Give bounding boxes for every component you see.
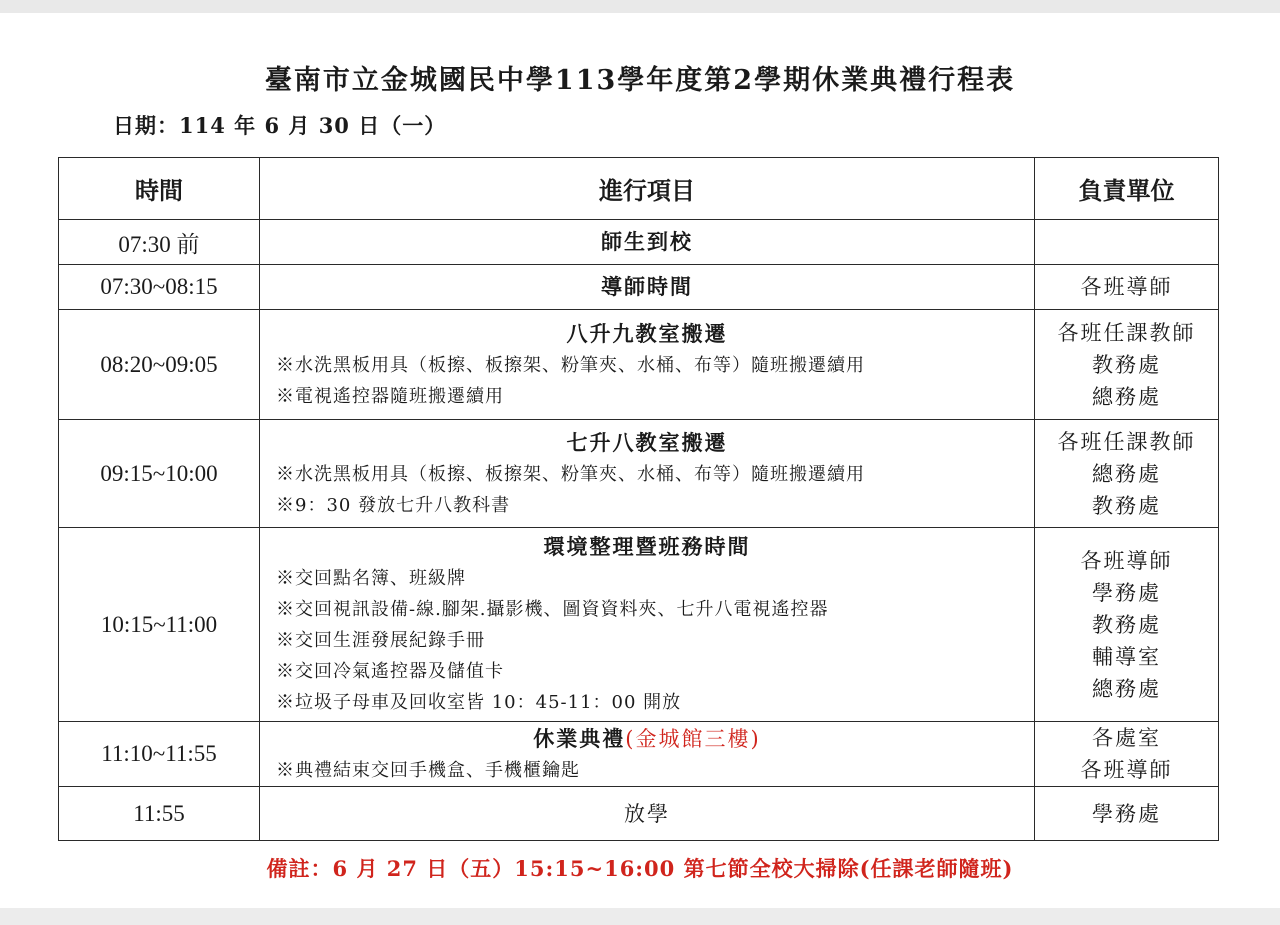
responsible-unit: 教務處 [1092,612,1161,637]
row-item [260,420,1035,528]
row-units [1035,420,1219,528]
item-note: ※水洗黑板用具（板擦、板擦架、粉筆夾、水桶、布等）隨班搬遷續用 [276,463,865,485]
document-date: 日期：114 年 6 月 30 日（一） [113,113,447,138]
table-header-row [59,158,1219,220]
header-unit: 負責單位 [1035,158,1219,220]
schedule-body [59,220,1219,841]
row-time: 09:15~10:00 [59,420,260,528]
row-item [260,528,1035,722]
responsible-unit: 輔導室 [1092,644,1161,669]
row-item [260,265,1035,310]
item-note: ※交回點名簿、班級牌 [276,568,466,589]
item-venue: (金城館三樓) [625,726,761,751]
responsible-unit: 各班任課教師 [1057,320,1196,345]
responsible-unit: 總務處 [1092,461,1161,486]
row-time: 11:55 [59,787,260,841]
top-bar [0,0,1280,13]
row-item [260,310,1035,420]
row-time: 07:30~08:15 [59,265,260,310]
row-units [1035,265,1219,310]
responsible-unit: 總務處 [1092,676,1161,701]
table-row [59,787,1219,841]
row-time: 11:10~11:55 [59,722,260,787]
responsible-unit: 學務處 [1092,580,1161,605]
responsible-unit: 各處室 [1092,726,1161,750]
row-units [1035,220,1219,265]
table-row [59,310,1219,420]
item-note: ※典禮結束交回手機盒、手機櫃鑰匙 [276,759,580,781]
item-note: ※水洗黑板用具（板擦、板擦架、粉筆夾、水桶、布等）隨班搬遷續用 [276,354,865,376]
item-title [260,531,1034,563]
responsible-unit: 各班導師 [1080,548,1173,573]
item-note: ※垃圾子母車及回收室皆 10：45-11：00 開放 [276,692,682,713]
remark-note: 備註：6 月 27 日（五）15:15~16:00 第七節全校大掃除(任課老師隨班) [266,856,1014,881]
header-item: 進行項目 [260,158,1035,220]
item-title-text: 師生到校 [601,229,693,254]
row-item [260,787,1035,841]
table-row [59,420,1219,528]
item-title [260,318,1034,350]
item-title [260,271,1034,303]
document-title: 臺南市立金城國民中學113學年度第2學期休業典禮行程表 [264,65,1016,96]
row-units [1035,787,1219,841]
item-title-text: 導師時間 [601,274,693,299]
item-title-text: 七升八教室搬遷 [566,429,728,455]
row-units [1035,310,1219,420]
table-row [59,528,1219,722]
table-row [59,220,1219,265]
responsible-unit: 教務處 [1092,493,1161,518]
responsible-unit: 各班任課教師 [1057,429,1196,454]
row-item [260,220,1035,265]
responsible-unit: 各班導師 [1080,275,1173,299]
item-note: ※交回視訊設備-線.腳架.攝影機、圖資資料夾、七升八電視遙控器 [276,599,829,620]
responsible-unit: 教務處 [1092,352,1161,377]
responsible-unit: 總務處 [1092,384,1161,409]
schedule-table [58,157,1219,841]
item-title [260,723,1034,755]
item-note: ※交回冷氣遙控器及儲值卡 [276,661,504,682]
item-title [260,226,1034,258]
row-units [1035,528,1219,722]
item-note: ※交回生涯發展紀錄手冊 [276,630,485,651]
item-title-text: 環境整理暨班務時間 [543,534,751,559]
item-title-text: 八升九教室搬遷 [566,320,728,346]
item-title-text: 放學 [624,801,670,826]
item-title-text: 休業典禮 [533,725,626,751]
item-note: ※電視遙控器隨班搬遷續用 [276,385,504,407]
item-note: ※9：30 發放七升八教科書 [276,494,511,516]
item-title [260,798,1034,830]
row-item [260,722,1035,787]
bottom-bar [0,908,1280,925]
responsible-unit: 學務處 [1092,801,1161,826]
row-time: 10:15~11:00 [59,528,260,722]
header-time: 時間 [59,158,260,220]
table-row [59,722,1219,787]
table-row [59,265,1219,310]
item-title [260,427,1034,459]
row-time: 07:30 前 [59,220,260,265]
row-time: 08:20~09:05 [59,310,260,420]
row-units [1035,722,1219,787]
responsible-unit: 各班導師 [1080,758,1173,782]
